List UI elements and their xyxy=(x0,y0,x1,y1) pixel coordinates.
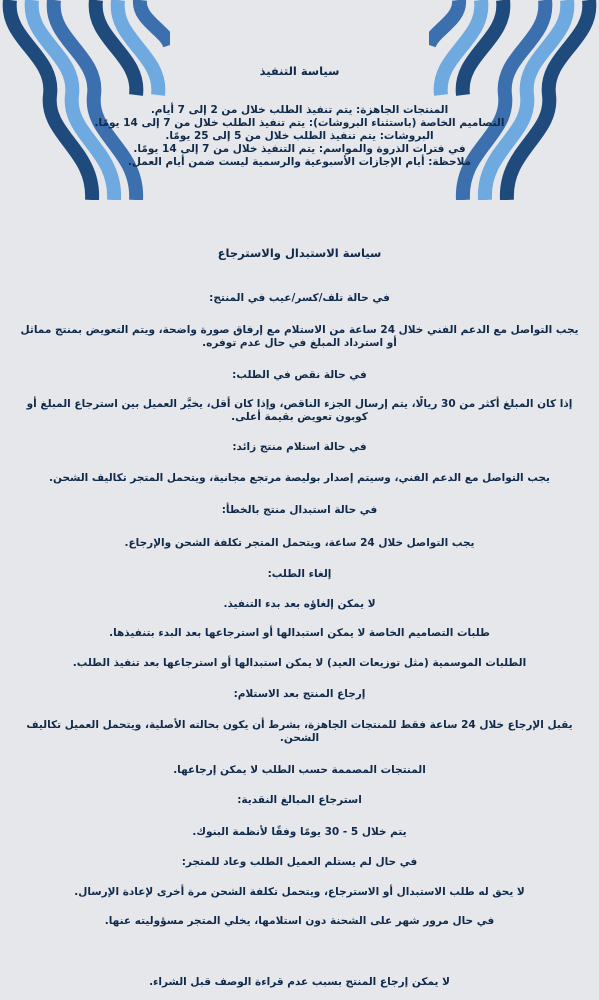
execution-line-custom-designs: التصاميم الخاصة (باستثناء البروشات): يتم تنفيذ الطلب خلال من 7 إلى 14 يومًا. xyxy=(94,117,505,129)
execution-line-brooches: البروشات: يتم تنفيذ الطلب خلال من 5 إلى 25 يومًا. xyxy=(165,130,434,142)
wrong-product-heading: في حالة استبدال منتج بالخطأ: xyxy=(221,504,378,516)
made-to-order-text: المنتجات المصممة حسب الطلب لا يمكن إرجاعها. xyxy=(173,764,426,776)
not-received-text: لا يحق له طلب الاستبدال أو الاسترجاع، ويتحمل تكلفة الشحن مرة أخرى لإعادة الإرسال. xyxy=(74,886,525,898)
return-policy-title: سياسة الاستبدال والاسترجاع xyxy=(217,246,382,260)
decorative-wave-right xyxy=(429,0,599,200)
execution-line-peak-seasons: في فترات الذروة والمواسم: يتم التنفيذ خلال من 7 إلى 14 يومًا. xyxy=(133,143,466,155)
not-received-heading: في حال لم يستلم العميل الطلب وعاد للمتجر: xyxy=(181,856,418,868)
cancel-heading: إلغاء الطلب: xyxy=(267,568,332,580)
wrong-product-text: يجب التواصل خلال 24 ساعة، ويتحمل المتجر تكلفة الشحن والإرجاع. xyxy=(124,537,475,549)
return-after-receipt-heading: إرجاع المنتج بعد الاستلام: xyxy=(233,688,366,700)
execution-policy-title: سياسة التنفيذ xyxy=(259,64,340,78)
final-note: لا يمكن إرجاع المنتج بسبب عدم قراءة الوصف قبل الشراء. xyxy=(149,976,450,988)
seasonal-orders-text: الطلبات الموسمية (مثل توزيعات العيد) لا يمكن استبدالها أو استرجاعها بعد تنفيذ الطلب. xyxy=(72,657,527,669)
shortage-heading: في حالة نقص في الطلب: xyxy=(232,369,367,381)
decorative-wave-left xyxy=(0,0,170,200)
extra-product-text: يجب التواصل مع الدعم الفني، وسيتم إصدار بوليصة مرتجع مجانية، ويتحمل المتجر تكاليف الشحن. xyxy=(49,472,550,484)
shortage-text: إذا كان المبلغ أكثر من 30 ريالًا، يتم إرسال الجزء الناقص، وإذا كان أقل، يخيَّر العميل بين استرجاع المبلغ أو كوبون تعويض بقيمة أعلى. xyxy=(26,398,573,423)
damage-heading: في حالة تلف/كسر/عيب في المنتج: xyxy=(209,292,390,304)
return-after-receipt-text: يقبل الإرجاع خلال 24 ساعة فقط للمنتجات الجاهزة، بشرط أن يكون بحالته الأصلية، ويتحمل العميل تكاليف الشحن. xyxy=(26,719,573,744)
damage-text: يجب التواصل مع الدعم الفني خلال 24 ساعة من الاستلام مع إرفاق صورة واضحة، ويتم التعويض بمنتج مماثل أو استرداد المبلغ في حال عدم توفره. xyxy=(20,324,579,349)
refund-text: يتم خلال 5 - 30 يومًا وفقًا لأنظمة البنوك. xyxy=(192,826,407,838)
execution-line-note: ملاحظة: أيام الإجازات الأسبوعية والرسمية ليست ضمن أيام العمل. xyxy=(127,156,472,168)
cancel-text: لا يمكن إلغاؤه بعد بدء التنفيذ. xyxy=(223,598,376,610)
one-month-text: في حال مرور شهر على الشحنة دون استلامها، يخلي المتجر مسؤوليته عنها. xyxy=(104,915,495,927)
custom-design-text: طلبات التصاميم الخاصة لا يمكن استبدالها أو استرجاعها بعد البدء بتنفيذها. xyxy=(109,627,490,639)
execution-line-ready-products: المنتجات الجاهزة: يتم تنفيذ الطلب خلال من 2 إلى 7 أيام. xyxy=(150,104,449,116)
refund-heading: استرجاع المبالغ النقدية: xyxy=(237,794,362,806)
extra-product-heading: في حالة استلام منتج زائد: xyxy=(232,441,367,453)
